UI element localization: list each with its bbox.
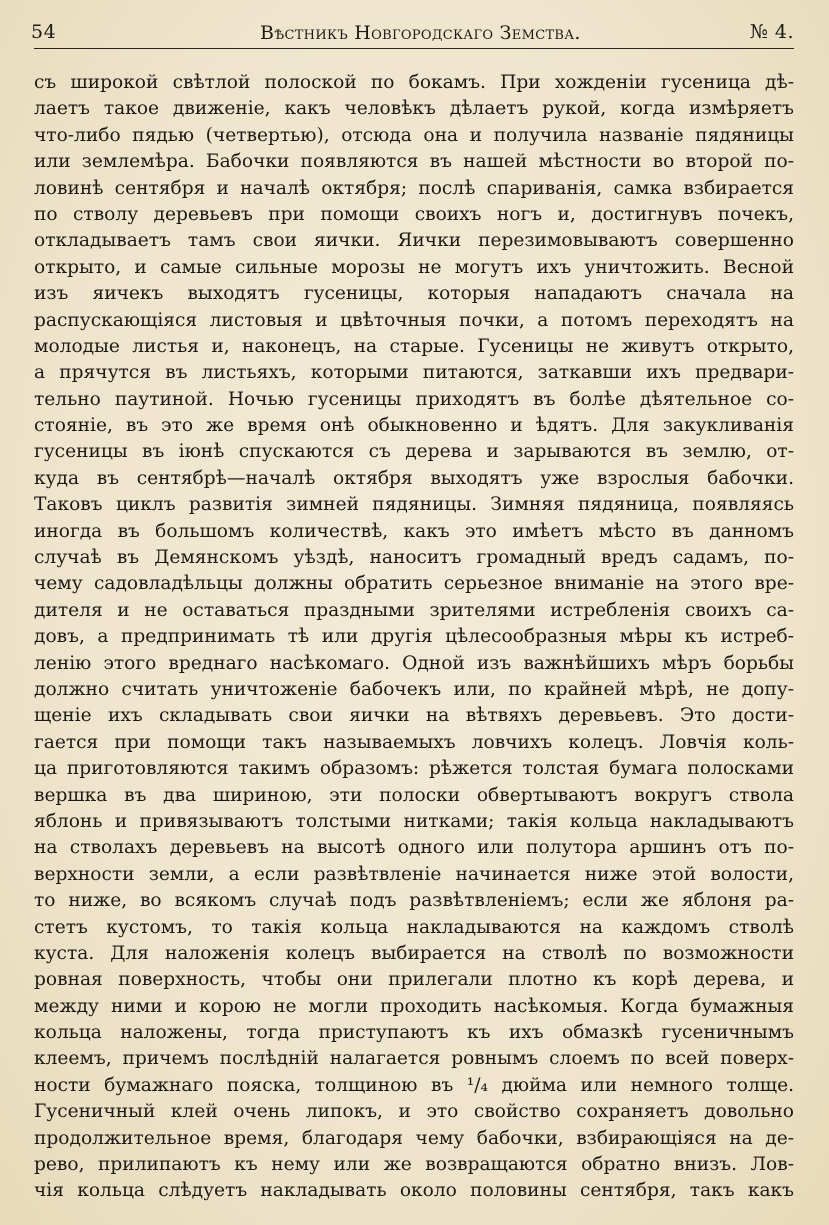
text-line: лаетъ такое движеніе, какъ человѣкъ дѣлаетъ рукой, когда измѣряетъ xyxy=(34,98,794,120)
text-line: ленію этого вреднаго насѣкомаго. Одной изъ важнѣйшихъ мѣръ борьбы xyxy=(34,652,794,674)
text-line: открыто, и самые сильные морозы не могутъ ихъ уничтожить. Весной xyxy=(34,256,794,278)
text-line: чему садовладѣльцы должны обратить серьезное вниманіе на этого вре- xyxy=(34,573,794,595)
journal-title: Вѣстникъ Новгородскаго Земства. xyxy=(260,22,581,44)
text-line: куста. Для наложенія колецъ выбирается на стволѣ по возможности xyxy=(34,942,794,964)
text-line: молодые листья и, наконецъ, на старые. Гусеницы не живутъ открыто, xyxy=(34,335,794,357)
text-line: Гусеничный клей очень липокъ, и это свойство сохраняетъ довольно xyxy=(34,1101,794,1123)
page-number: 54 xyxy=(31,21,57,43)
text-line: рево, прилипаютъ къ нему или же возвращаются обратно внизъ. Лов- xyxy=(34,1154,794,1176)
text-line: стетъ кустомъ, то такія кольца накладываются на каждомъ стволѣ xyxy=(34,916,794,938)
text-line: продолжительное время, благодаря чему бабочки, взбирающіяся на де- xyxy=(34,1127,794,1149)
text-line: ности бумажнаго пояска, толщиною въ ¹/₄ дюйма или немного толще. xyxy=(34,1074,794,1096)
text-line: куда въ сентябрѣ—началѣ октября выходятъ уже взрослыя бабочки. xyxy=(34,467,794,489)
text-line: яблонь и привязываютъ толстыми нитками; такія кольца накладываютъ xyxy=(34,810,794,832)
text-line: верхности земли, а если развѣтвленіе начинается ниже этой волости, xyxy=(34,863,794,885)
text-line: иногда въ большомъ количествѣ, какъ это имѣетъ мѣсто въ данномъ xyxy=(34,520,794,542)
text-line: ловинѣ сентября и началѣ октября; послѣ спариванія, самка взбирается xyxy=(34,177,794,199)
text-line: что-либо пядью (четвертью), отсюда она и получила названіе пядяницы xyxy=(34,124,794,146)
text-line: Таковъ циклъ развитія зимней пядяницы. Зимняя пядяница, появляясь xyxy=(34,494,794,516)
text-line: съ широкой свѣтлой полоской по бокамъ. При хожденіи гусеница дѣ- xyxy=(34,72,794,93)
text-line: изъ яичекъ выходятъ гусеницы, которыя нападаютъ сначала на xyxy=(34,283,794,305)
text-line: гается при помощи такъ называемыхъ ловчихъ колецъ. Ловчія коль- xyxy=(34,731,794,753)
text-line: должно считать уничтоженіе бабочекъ или, по крайней мѣрѣ, не допу- xyxy=(34,678,794,700)
text-line: или землемѣра. Бабочки появляются въ нашей мѣстности во второй по- xyxy=(34,151,794,173)
text-line: откладываетъ тамъ свои яички. Яички перезимовываютъ совершенно xyxy=(34,230,794,252)
text-line: клеемъ, причемъ послѣдній налагается ровнымъ слоемъ по всей поверх- xyxy=(34,1048,794,1070)
text-line: чія кольца слѣдуетъ накладывать около половины сентября, такъ какъ xyxy=(34,1180,794,1202)
body-text xyxy=(34,70,794,1205)
text-line: ца приготовляются такимъ образомъ: рѣжется толстая бумага полосками xyxy=(34,758,794,780)
text-line: то ниже, во всякомъ случаѣ подъ развѣтвленіемъ; если же яблоня ра- xyxy=(34,890,794,912)
page-header xyxy=(28,20,800,50)
text-line: на стволахъ деревьевъ на высотѣ одного или полутора аршинъ отъ по- xyxy=(34,837,794,859)
issue-number: № 4. xyxy=(749,21,794,43)
text-line: стояніе, въ это же время онѣ обыкновенно и ѣдятъ. Для закукливанія xyxy=(34,415,794,437)
text-line: вершка въ два шириною, эти полоски обвертываютъ вокругъ ствола xyxy=(34,784,794,806)
text-line: довъ, а предпринимать тѣ или другія цѣлесообразныя мѣры къ истреб- xyxy=(34,626,794,648)
text-line: случаѣ въ Демянскомъ уѣздѣ, наноситъ громадный вредъ садамъ, по- xyxy=(34,547,794,569)
text-line: кольца наложены, тогда приступаютъ къ ихъ обмазкѣ гусеничнымъ xyxy=(34,1022,794,1044)
text-line: дителя и не оставаться праздными зрителями истребленія своихъ са- xyxy=(34,599,794,621)
text-line: распускающіяся листовыя и цвѣточныя почки, а потомъ переходятъ на xyxy=(34,309,794,331)
text-line: щеніе ихъ складывать свои яички на вѣтвяхъ деревьевъ. Это дости- xyxy=(34,705,794,727)
text-line: между ними и корою не могли проходить насѣкомыя. Когда бумажныя xyxy=(34,995,794,1017)
text-line: ровная поверхность, чтобы они прилегали плотно къ корѣ дерева, и xyxy=(34,969,794,991)
text-line: тельно паутиной. Ночью гусеницы приходятъ въ болѣе дѣятельное со- xyxy=(34,388,794,410)
text-line: гусеницы въ іюнѣ спускаются съ дерева и зарываются въ землю, от- xyxy=(34,441,794,463)
header-rule xyxy=(34,48,794,49)
text-line: а прячутся въ листьяхъ, которыми питаются, заткавши ихъ предвари- xyxy=(34,362,794,384)
text-line: по стволу деревьевъ при помощи своихъ ногъ и, достигнувъ почекъ, xyxy=(34,203,794,225)
